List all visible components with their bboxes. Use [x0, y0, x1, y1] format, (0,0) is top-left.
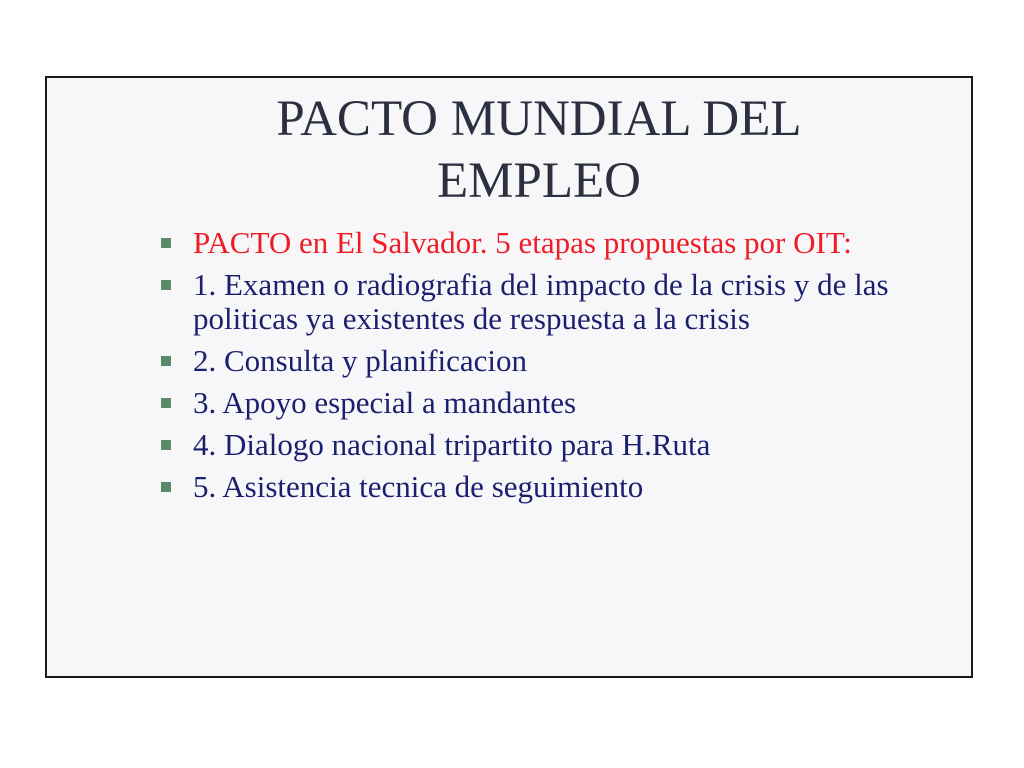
slide-title-line-2: EMPLEO [437, 153, 641, 209]
square-bullet-icon [161, 482, 171, 492]
bullet-item-step-4 [157, 428, 947, 462]
bullet-text: 1. Examen o radiografia del impacto de la crisis y de las politicas ya existentes de respuesta a la crisis [193, 267, 889, 336]
bullet-text: 2. Consulta y planificacion [193, 343, 528, 378]
slide-title [47, 88, 971, 212]
bullet-item-intro [157, 226, 947, 260]
slide-frame [45, 76, 973, 678]
bullet-text: PACTO en El Salvador. 5 etapas propuestas por OIT: [193, 225, 852, 260]
bullet-text: 4. Dialogo nacional tripartito para H.Ruta [193, 427, 711, 462]
square-bullet-icon [161, 398, 171, 408]
square-bullet-icon [161, 356, 171, 366]
bullet-item-step-1 [157, 268, 947, 336]
bullet-text: 3. Apoyo especial a mandantes [193, 385, 577, 420]
slide-title-line-1: PACTO MUNDIAL DEL [276, 91, 802, 147]
bullet-list [157, 226, 947, 512]
bullet-item-step-2 [157, 344, 947, 378]
square-bullet-icon [161, 238, 171, 248]
bullet-item-step-5 [157, 470, 947, 504]
square-bullet-icon [161, 280, 171, 290]
square-bullet-icon [161, 440, 171, 450]
bullet-text: 5. Asistencia tecnica de seguimiento [193, 469, 644, 504]
bullet-item-step-3 [157, 386, 947, 420]
